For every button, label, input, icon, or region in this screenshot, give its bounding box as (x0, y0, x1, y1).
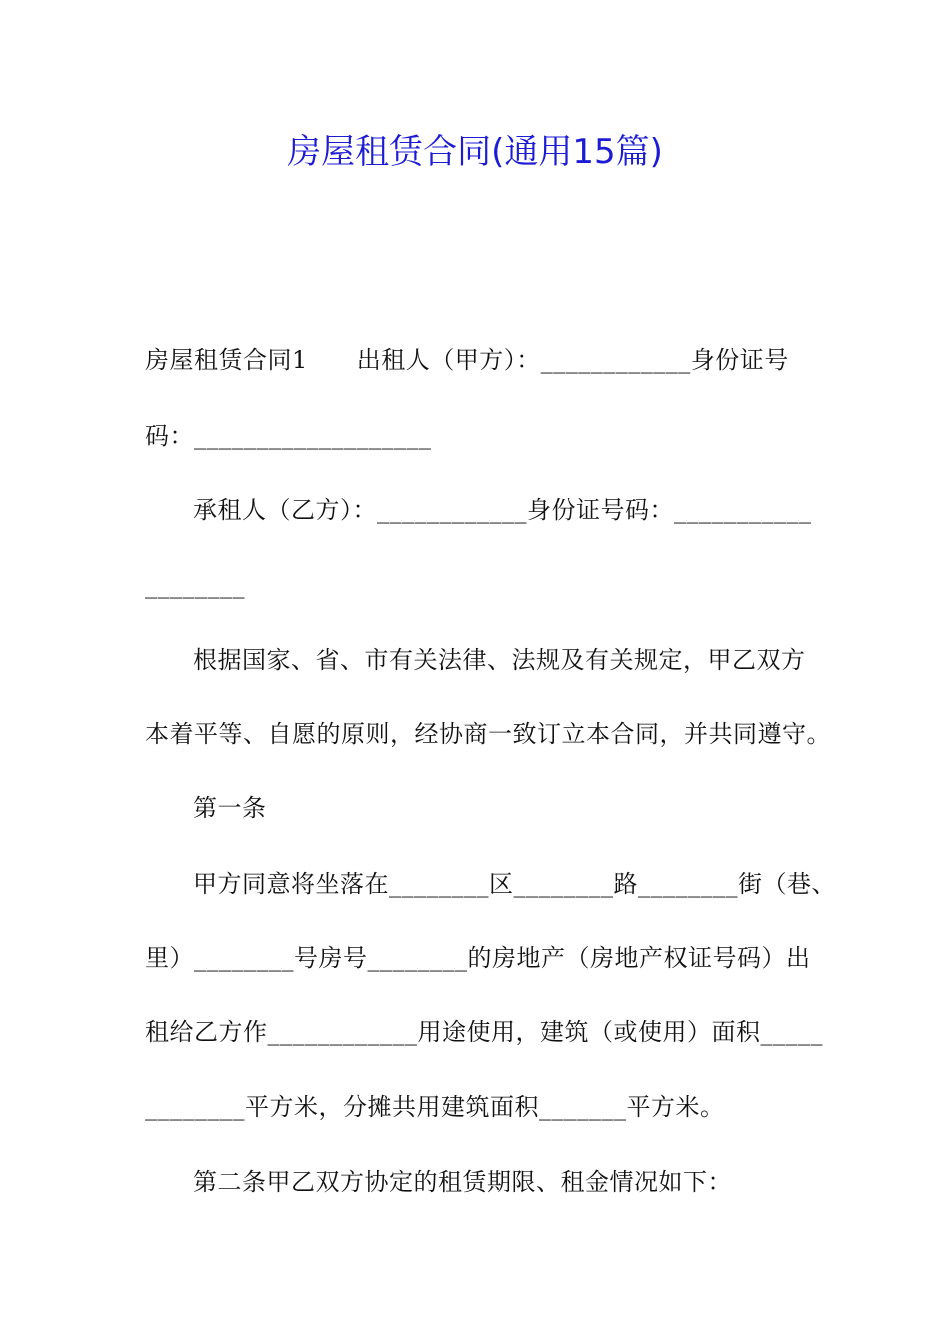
text-line-8: 甲方同意将坐落在________区________路________街（巷、 (193, 870, 836, 898)
text-line-9: 里）________号房号________的房地产（房地产权证号码）出 (145, 944, 811, 972)
text-line-1: 房屋租赁合同1 出租人（甲方）：____________身份证号 (145, 346, 789, 374)
document-title: 房屋租赁合同(通用15篇) (287, 132, 663, 172)
text-line-6: 本着平等、自愿的原则，经协商一致订立本合同，并共同遵守。 (145, 720, 831, 748)
text-line-11: ________平方米，分摊共用建筑面积_______平方米。 (145, 1093, 725, 1121)
text-line-10: 租给乙方作____________用途使用，建筑（或使用）面积_____ (145, 1018, 823, 1046)
text-line-3: 承租人（乙方）：____________身份证号码：___________ (193, 496, 812, 524)
text-line-2: 码：___________________ (145, 422, 432, 450)
text-line-12: 第二条甲乙双方协定的租赁期限、租金情况如下： (193, 1168, 732, 1196)
text-line-7: 第一条 (193, 794, 267, 822)
text-line-5: 根据国家、省、市有关法律、法规及有关规定，甲乙双方 (193, 646, 806, 674)
text-line-4: ________ (145, 571, 245, 599)
